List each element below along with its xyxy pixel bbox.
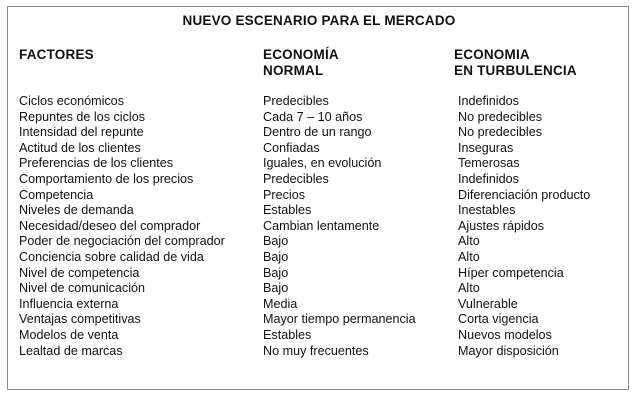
header-factores-label: FACTORES	[19, 47, 94, 62]
factor-cell: Ventajas competitivas	[19, 312, 141, 327]
header-economia-turbulencia	[454, 47, 577, 79]
economia-turbulencia-cell: Inestables	[458, 203, 516, 218]
economia-normal-cell: Confiadas	[263, 140, 320, 155]
factor-cell: Poder de negociación del comprador	[19, 234, 225, 249]
header-turbulencia-line2: EN TURBULENCIA	[454, 63, 577, 78]
factor-cell: Modelos de venta	[19, 327, 119, 342]
economia-normal-cell: Precios	[263, 187, 305, 202]
factor-cell: Competencia	[19, 187, 94, 202]
factor-cell: Lealtad de marcas	[19, 343, 123, 358]
factor-cell: Preferencias de los clientes	[19, 156, 174, 171]
economia-turbulencia-cell: Inseguras	[458, 140, 514, 155]
header-normal-line2: NORMAL	[263, 63, 324, 78]
factor-cell: Nivel de comunicación	[19, 281, 145, 296]
economia-turbulencia-cell: Indefinidos	[458, 171, 519, 186]
economia-normal-cell: Bajo	[263, 281, 289, 296]
economia-turbulencia-cell: Diferenciación producto	[458, 187, 591, 202]
header-factores	[19, 47, 94, 63]
economia-turbulencia-cell: No predecibles	[458, 125, 543, 140]
economia-turbulencia-cell: Alto	[458, 281, 480, 296]
economia-turbulencia-cell: Corta vigencia	[458, 312, 539, 327]
economia-normal-cell: No muy frecuentes	[263, 343, 369, 358]
economia-turbulencia-cell: Ajustes rápidos	[458, 218, 545, 233]
economia-normal-cell: Bajo	[263, 249, 289, 264]
header-normal-line1: ECONOMÍA	[263, 47, 339, 62]
economia-normal-cell: Predecibles	[263, 171, 329, 186]
economia-turbulencia-cell: No predecibles	[458, 109, 543, 124]
economia-normal-cell: Media	[263, 296, 298, 311]
economia-normal-cell: Bajo	[263, 265, 289, 280]
factor-cell: Necesidad/deseo del comprador	[19, 218, 201, 233]
economia-turbulencia-column	[458, 94, 590, 359]
economia-normal-cell: Dentro de un rango	[263, 125, 372, 140]
table-frame	[7, 6, 629, 390]
economia-turbulencia-cell: Nuevos modelos	[458, 327, 552, 342]
page-title: NUEVO ESCENARIO PARA EL MERCADO	[182, 13, 456, 28]
economia-normal-cell: Cada 7 – 10 años	[263, 109, 363, 124]
factor-cell: Ciclos económicos	[19, 94, 124, 108]
economia-turbulencia-cell: Vulnerable	[458, 296, 518, 311]
economia-normal-cell: Predecibles	[263, 94, 329, 108]
factor-cell: Intensidad del repunte	[19, 125, 144, 140]
economia-normal-cell: Bajo	[263, 234, 289, 249]
economia-turbulencia-cell: Híper competencia	[458, 265, 564, 280]
factor-cell: Comportamiento de los precios	[19, 171, 194, 186]
factor-cell: Actitud de los clientes	[19, 140, 141, 155]
factor-cell: Influencia externa	[19, 296, 119, 311]
economia-turbulencia-cell: Temerosas	[458, 156, 520, 171]
header-turbulencia-line1: ECONOMIA	[454, 47, 530, 62]
economia-normal-column	[263, 94, 416, 359]
factor-cell: Conciencia sobre calidad de vida	[19, 249, 204, 264]
economia-turbulencia-cell: Indefinidos	[458, 94, 519, 108]
factor-cell: Repuntes de los ciclos	[19, 109, 146, 124]
economia-normal-cell: Cambian lentamente	[263, 218, 380, 233]
economia-normal-cell: Estables	[263, 327, 312, 342]
economia-normal-cell: Estables	[263, 203, 312, 218]
header-economia-normal	[263, 47, 339, 79]
economia-turbulencia-cell: Alto	[458, 234, 480, 249]
economia-normal-cell: Iguales, en evolución	[263, 156, 382, 171]
economia-normal-cell: Mayor tiempo permanencia	[263, 312, 416, 327]
economia-turbulencia-cell: Mayor disposición	[458, 343, 559, 358]
factor-cell: Niveles de demanda	[19, 203, 134, 218]
factores-column	[19, 94, 225, 359]
factor-cell: Nivel de competencia	[19, 265, 140, 280]
economia-turbulencia-cell: Alto	[458, 249, 480, 264]
